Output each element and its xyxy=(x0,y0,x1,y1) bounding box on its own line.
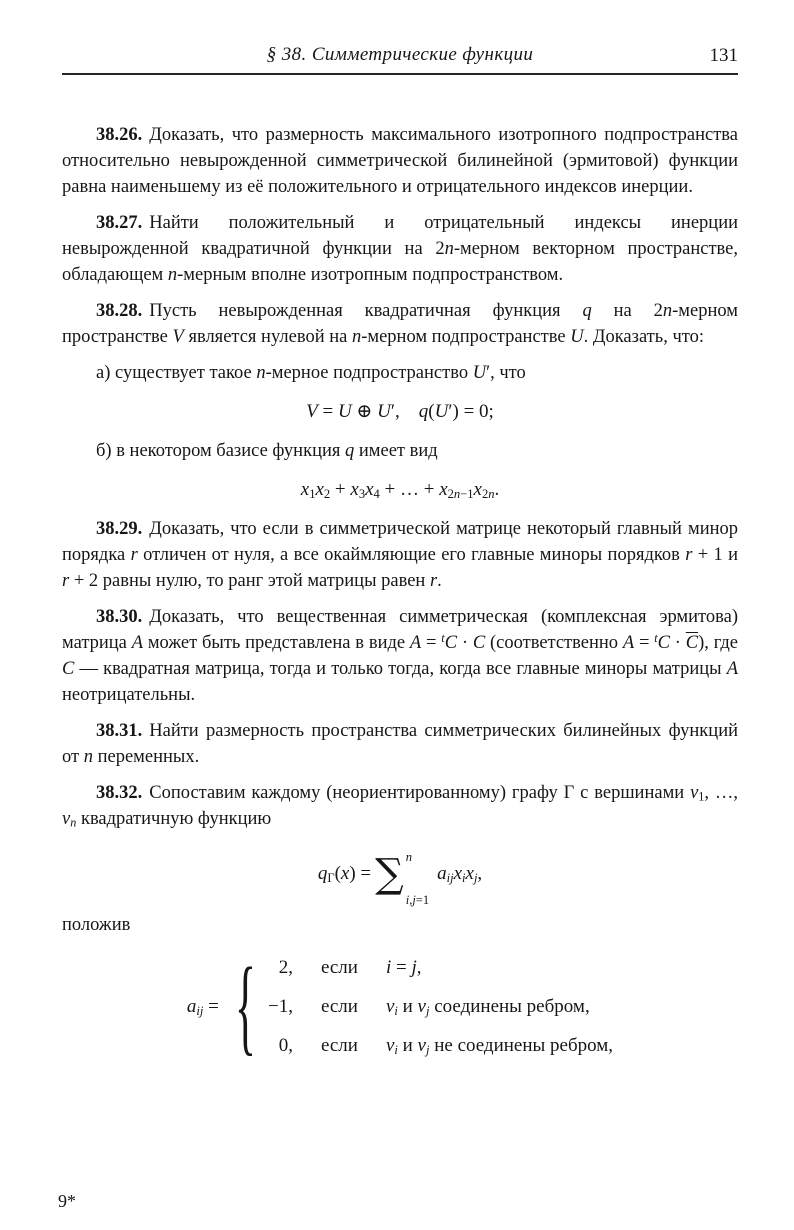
sum-limits xyxy=(406,851,429,907)
problem-38-26 xyxy=(62,122,738,200)
case-keyword: если xyxy=(320,957,358,978)
problem-number: 38.26. xyxy=(96,125,143,145)
sum-rhs: aijxixj, xyxy=(437,863,483,885)
cases-definition xyxy=(62,945,738,1066)
sum-upper-limit: n xyxy=(405,850,412,864)
sum-lower-limit: i,j=1 xyxy=(405,893,430,907)
problem-number: 38.30. xyxy=(96,607,143,627)
page-number: 131 xyxy=(709,45,738,66)
formula-normal-form: x1x2 + x3x4 + … + x2n−1x2n. xyxy=(300,479,500,501)
problem-38-28 xyxy=(62,298,738,350)
problem-number: 38.32. xyxy=(96,783,143,803)
case-keyword: если xyxy=(320,1035,358,1056)
problem-38-32 xyxy=(62,780,738,832)
problem-number: 38.31. xyxy=(96,721,143,741)
problem-text: Сопоставим каждому (неориентированному) графу Γ с вершинами v1, …, vn квадратичную функцию xyxy=(62,783,739,830)
item-text: а) существует такое n-мерное подпространство U′, что xyxy=(96,363,526,383)
page-content xyxy=(62,112,738,1065)
signature-mark: 9* xyxy=(58,1191,76,1211)
page-header xyxy=(62,44,738,75)
problem-38-28-item-a xyxy=(62,360,738,386)
case-condition: vi и vj соединены ребром, xyxy=(385,996,590,1018)
formula-quadratic-sum xyxy=(62,846,738,907)
case-keyword: если xyxy=(320,996,358,1017)
problem-38-30 xyxy=(62,604,738,708)
problem-text: Пусть невырожденная квадратичная функция q на 2n-мерном пространстве V является нулевой на n-мерном подпространстве U. Доказать, что: xyxy=(62,301,738,347)
sum-lhs: qΓ(x) = xyxy=(317,863,372,885)
left-brace-icon: { xyxy=(234,945,256,1066)
problem-text: Найти размерность пространства симметрических билинейных функций от n переменных. xyxy=(62,721,738,767)
cases-lhs: aij = xyxy=(186,995,219,1018)
case-value: 0, xyxy=(278,1035,293,1056)
problem-38-31 xyxy=(62,718,738,770)
case-value: 2, xyxy=(278,957,293,978)
formula-direct-sum: V = U ⊕ U′, q(U′) = 0; xyxy=(306,401,494,422)
problem-text: Доказать, что размерность максимального изотропного подпространства относительно невырожденной симметрической билинейной (эрмитовой) функции равна наименьшему из её положительного и отрицательного индексов инерции. xyxy=(62,125,738,197)
problem-38-29 xyxy=(62,516,738,594)
problem-number: 38.27. xyxy=(96,213,143,233)
problem-38-27 xyxy=(62,210,738,288)
problem-text: Доказать, что если в симметрической матрице некоторый главный минор порядка r отличен от нуля, а все окаймляющие его главные миноры порядков r + 1 и r + 2 равны нулю, то ранг этой матрицы равен r. xyxy=(62,519,739,591)
case-condition: vi и vj не соединены ребром, xyxy=(385,1035,614,1057)
case-value: −1, xyxy=(267,996,293,1017)
problem-38-28-item-b xyxy=(62,438,738,464)
problem-text: Найти положительный и отрицательный индексы инерции невырожденной квадратичной функции на 2n-мерном векторном пространстве, обладающем n-мерным вполне изотропным подпространством. xyxy=(62,213,739,285)
section-title: § 38. Симметрические функции xyxy=(266,44,534,65)
problem-number: 38.28. xyxy=(96,301,143,321)
item-text: б) в некотором базисе функция q имеет вид xyxy=(96,441,438,461)
cases-rows xyxy=(268,948,613,1065)
sigma-icon: ∑ xyxy=(375,851,404,897)
case-condition: i = j, xyxy=(385,957,422,978)
continuation-word: положив xyxy=(62,915,131,935)
problem-text: Доказать, что вещественная симметрическая (комплексная эрмитова) матрица A может быть представлена в виде A = $^t$C · C (соответственно $A = ^tC \cdot \overline{C}$), где C — квадратная матрица, тогда и только тогда, когда все главные миноры матрицы A неотрицательны. xyxy=(62,607,739,705)
problem-number: 38.29. xyxy=(96,519,143,539)
